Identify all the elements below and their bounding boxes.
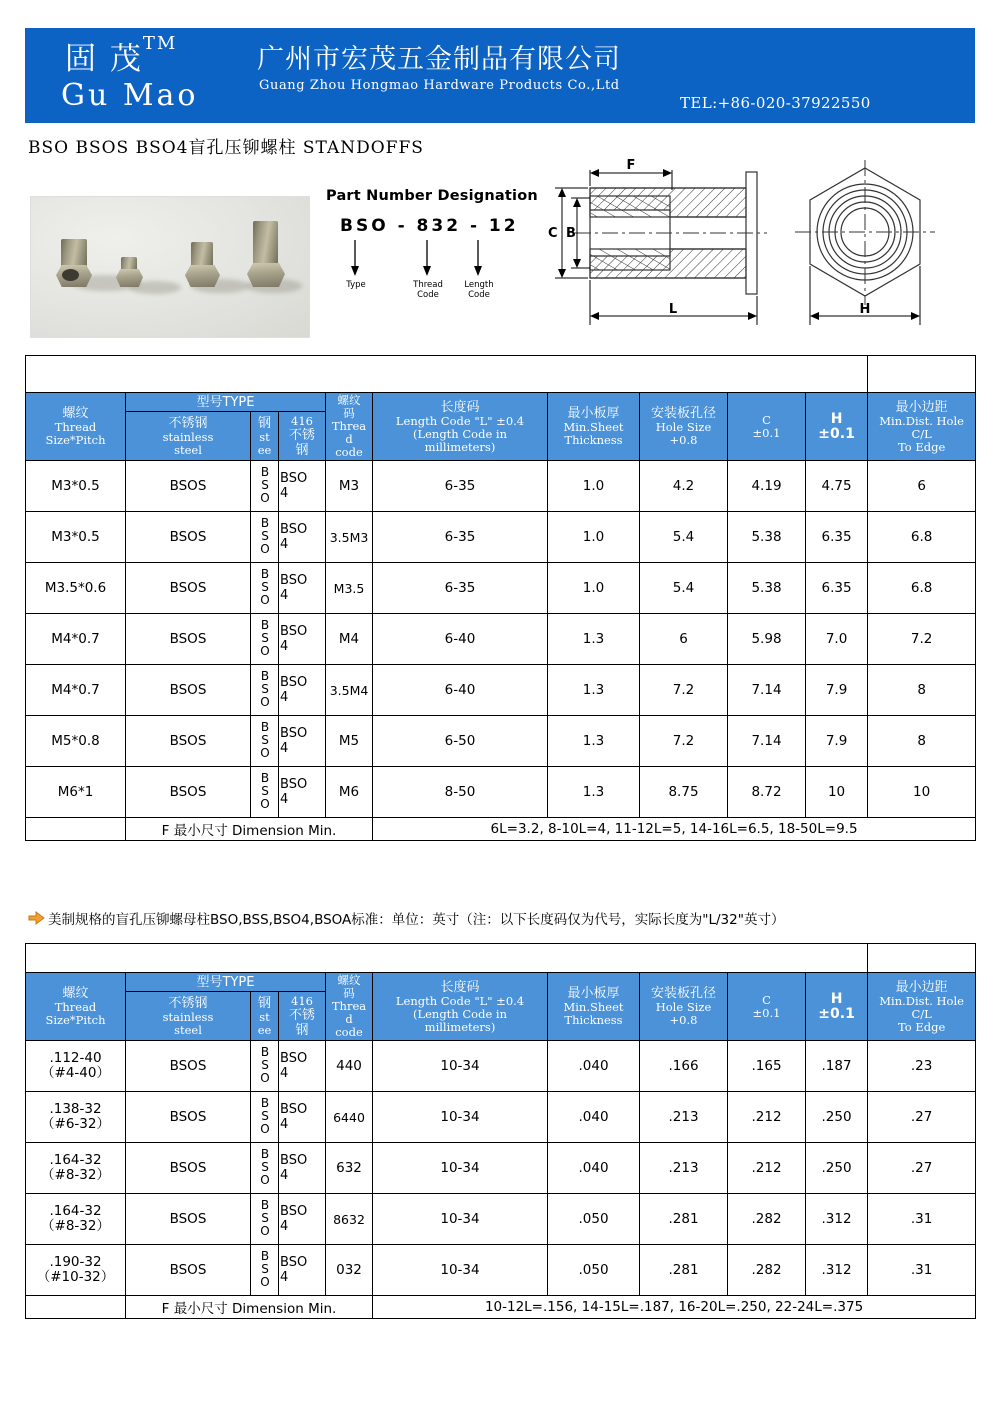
cell-steel-type: BSO [251,716,279,767]
cell-thread-size: M4*0.7 [26,614,126,665]
cell-hole-size: 5.4 [640,563,728,614]
cell-min-edge-distance: .23 [868,1041,976,1092]
company-name-english: Guang Zhou Hongmao Hardware Products Co.,Ltd [259,78,620,93]
header-min-edge-distance: 最小边距 Min.Dist. Hole C/L To Edge [868,393,976,461]
cell-dim-h: 7.0 [806,614,868,665]
header-dim-h: H ±0.1 [806,393,868,461]
cell-dim-c: 5.38 [728,512,806,563]
cell-thread-size: M6*1 [26,767,126,818]
cell-thread-size: M3*0.5 [26,512,126,563]
cell-hole-size: 8.75 [640,767,728,818]
cell-min-edge-distance: 8 [868,665,976,716]
dim-label-c: C [548,226,558,241]
header-carbon-steel: 钢 st ee [251,412,279,461]
cross-section-and-end-view [535,150,985,345]
cell-thread-code: M4 [326,614,373,665]
part-number-label-thread: Thread Code [413,280,443,300]
cell-stainless-type: BSOS [126,716,251,767]
footer-f-dimension-value-2: 10-12L=.156, 14-15L=.187, 16-20L=.250, 22-24L=.375 [373,1296,976,1319]
cell-thread-size: .112-40 （#4-40） [26,1041,126,1092]
cell-thread-size: M3.5*0.6 [26,563,126,614]
cell-min-sheet-thickness: .040 [548,1143,640,1194]
footer-spacer-2 [26,1296,126,1319]
cell-min-edge-distance: 8 [868,716,976,767]
cell-min-sheet-thickness: 1.0 [548,512,640,563]
cell-steel-type: BSO [251,563,279,614]
header-thread-code: 螺纹 码 Threa d code [326,393,373,461]
header-stainless-steel: 不锈钢 stainless steel [126,412,251,461]
header-416-stainless: 416 不锈 钢 [279,412,326,461]
cell-length-code: 10-34 [373,1194,548,1245]
cell-thread-code: M6 [326,767,373,818]
table-row [26,1245,976,1296]
page-title: BSO BSOS BSO4盲孔压铆螺柱 STANDOFFS [28,138,424,158]
cell-steel-type: BSO [251,1194,279,1245]
dim-label-l: L [668,302,678,317]
cell-thread-size: .138-32 （#6-32） [26,1092,126,1143]
company-telephone: TEL:+86-020-37922550 [680,94,871,112]
table-material-row [26,356,976,393]
cell-dim-c: .282 [728,1245,806,1296]
cell-416-type: BSO 4 [279,614,326,665]
cell-min-edge-distance: .27 [868,1143,976,1194]
cell-thread-size: M3*0.5 [26,461,126,512]
cell-thread-code: 3.5M4 [326,665,373,716]
cell-min-sheet-thickness: 1.3 [548,716,640,767]
cell-min-sheet-thickness: 1.0 [548,563,640,614]
cell-stainless-type: BSOS [126,512,251,563]
dim-label-h: H [859,302,871,317]
part-number-label-type: Type [346,280,366,290]
cell-stainless-type: BSOS [126,1194,251,1245]
table-row [26,461,976,512]
metric-table-body [26,461,976,818]
cell-416-type: BSO 4 [279,1092,326,1143]
cell-416-type: BSO 4 [279,563,326,614]
imperial-section-note: 美制规格的盲孔压铆螺母柱BSO,BSS,BSO4,BSOA标准：单位：英寸（注：以下长度码仅为代号，实际长度为"L/32"英寸） [48,912,785,928]
header-type-group-imp: 型号TYPE [126,973,326,992]
cell-stainless-type: BSOS [126,767,251,818]
brand-logo-english: Gu Mao [61,78,199,113]
cell-thread-code: 632 [326,1143,373,1194]
header-min-edge-distance-imp: 最小边距 Min.Dist. Hole C/L To Edge [868,973,976,1041]
cell-stainless-type: BSOS [126,1041,251,1092]
cell-dim-c: 4.19 [728,461,806,512]
header-dim-h-imp: H ±0.1 [806,973,868,1041]
cell-dim-h: .312 [806,1245,868,1296]
cell-thread-size: .164-32 （#8-32） [26,1194,126,1245]
cell-dim-c: 7.14 [728,665,806,716]
cell-thread-code: M3 [326,461,373,512]
cell-min-edge-distance: .31 [868,1245,976,1296]
cell-stainless-type: BSOS [126,1092,251,1143]
cell-min-edge-distance: 7.2 [868,614,976,665]
cell-dim-h: 7.9 [806,716,868,767]
cell-hole-size: 7.2 [640,716,728,767]
cell-steel-type: BSO [251,1041,279,1092]
cell-length-code: 10-34 [373,1041,548,1092]
cell-thread-size: .190-32 （#10-32） [26,1245,126,1296]
cell-min-sheet-thickness: 1.3 [548,665,640,716]
header-thread-size: 螺纹 Thread Size*Pitch [26,393,126,461]
cell-dim-c: .165 [728,1041,806,1092]
cell-416-type: BSO 4 [279,1245,326,1296]
material-note: 材质:304不锈钢、碳钢 Material: 304 stainless steel, steel（有表格外的其他规格和长度压铆螺柱） [26,356,868,393]
company-name-chinese: 广州市宏茂五金制品有限公司 [257,44,621,75]
cell-dim-c: .212 [728,1143,806,1194]
engineering-drawings [535,150,985,345]
footer-f-dimension-label: F 最小尺寸 Dimension Min. [126,818,373,841]
cell-hole-size: 6 [640,614,728,665]
cell-min-sheet-thickness: .040 [548,1041,640,1092]
cell-416-type: BSO 4 [279,767,326,818]
cell-stainless-type: BSOS [126,665,251,716]
cell-steel-type: BSO [251,665,279,716]
cell-dim-h: 10 [806,767,868,818]
cell-dim-h: 6.35 [806,512,868,563]
cell-min-sheet-thickness: 1.3 [548,614,640,665]
table-row [26,1194,976,1245]
header-dim-c: C ±0.1 [728,393,806,461]
cell-thread-code: 032 [326,1245,373,1296]
cell-thread-code: 6440 [326,1092,373,1143]
footer-f-dimension-label-2: F 最小尺寸 Dimension Min. [126,1296,373,1319]
header-length-code: 长度码 Length Code "L" ±0.4 (Length Code in millimeters) [373,393,548,461]
table-row [26,563,976,614]
cell-hole-size: .166 [640,1041,728,1092]
cell-stainless-type: BSOS [126,563,251,614]
table-row [26,1143,976,1194]
cell-dim-c: .282 [728,1194,806,1245]
cell-steel-type: BSO [251,767,279,818]
header-type-group: 型号TYPE [126,393,326,412]
brand-logo-chinese: 固 茂™ [65,33,178,77]
cell-hole-size: .213 [640,1143,728,1194]
cell-length-code: 6-40 [373,665,548,716]
cell-416-type: BSO 4 [279,1194,326,1245]
cell-length-code: 6-35 [373,563,548,614]
cell-416-type: BSO 4 [279,665,326,716]
company-header-banner [25,28,975,123]
bullet-arrow-icon [28,910,46,926]
cell-dim-c: 7.14 [728,716,806,767]
unit-label: 单位 (unit):mm [868,356,976,393]
cell-stainless-type: BSOS [126,461,251,512]
header-416-stainless-imp: 416 不锈 钢 [279,992,326,1041]
cell-dim-c: 5.38 [728,563,806,614]
cell-steel-type: BSO [251,1245,279,1296]
cell-stainless-type: BSOS [126,1143,251,1194]
cell-thread-code: M5 [326,716,373,767]
header-hole-size: 安装板孔径 Hole Size +0.8 [640,393,728,461]
cell-dim-h: .312 [806,1194,868,1245]
header-length-code-imp: 长度码 Length Code "L" ±0.4 (Length Code in millimeters) [373,973,548,1041]
cell-dim-h: 6.35 [806,563,868,614]
cell-dim-h: .187 [806,1041,868,1092]
material-note-imperial: 材质:304不锈钢、碳钢 Material: 304 stainless steel, steel（有表格外的其他规格和长度压铆螺钉） [26,944,868,973]
dim-label-f: F [626,158,636,173]
cell-length-code: 8-50 [373,767,548,818]
header-sheet-thickness-imp: 最小板厚 Min.Sheet Thickness [548,973,640,1041]
cell-hole-size: 5.4 [640,512,728,563]
cell-dim-h: 4.75 [806,461,868,512]
cell-thread-size: M4*0.7 [26,665,126,716]
cell-min-sheet-thickness: .050 [548,1194,640,1245]
table-row [26,767,976,818]
part-number-label-length: Length Code [464,280,494,300]
table-row [26,665,976,716]
header-thread-size-imp: 螺纹 Thread Size*Pitch [26,973,126,1041]
cell-hole-size: 7.2 [640,665,728,716]
cell-stainless-type: BSOS [126,614,251,665]
cell-dim-h: .250 [806,1092,868,1143]
part-number-designation [318,188,538,313]
cell-min-edge-distance: 6 [868,461,976,512]
table2-footer-row [26,1296,976,1319]
cell-min-sheet-thickness: .050 [548,1245,640,1296]
cell-thread-code: 440 [326,1041,373,1092]
cell-thread-code: 3.5M3 [326,512,373,563]
cell-length-code: 6-35 [373,512,548,563]
cell-min-edge-distance: 10 [868,767,976,818]
imperial-spec-table [25,943,976,1319]
header-stainless-steel-imp: 不锈钢 stainless steel [126,992,251,1041]
cell-length-code: 10-34 [373,1245,548,1296]
cell-length-code: 10-34 [373,1092,548,1143]
cell-416-type: BSO 4 [279,716,326,767]
cell-416-type: BSO 4 [279,461,326,512]
footer-spacer [26,818,126,841]
cell-thread-size: .164-32 （#8-32） [26,1143,126,1194]
table-header-row-1 [26,393,976,412]
imperial-table-body [26,1041,976,1296]
cell-length-code: 10-34 [373,1143,548,1194]
cell-length-code: 6-50 [373,716,548,767]
table-row [26,716,976,767]
cell-dim-h: 7.9 [806,665,868,716]
part-number-title: Part Number Designation [326,188,538,204]
cell-hole-size: 4.2 [640,461,728,512]
cell-416-type: BSO 4 [279,1041,326,1092]
cell-416-type: BSO 4 [279,512,326,563]
cell-thread-code: M3.5 [326,563,373,614]
cell-steel-type: BSO [251,512,279,563]
cell-hole-size: .281 [640,1194,728,1245]
cell-steel-type: BSO [251,461,279,512]
header-carbon-steel-imp: 钢 st ee [251,992,279,1041]
metric-spec-table [25,355,976,841]
table-row [26,1041,976,1092]
header-hole-size-imp: 安装板孔径 Hole Size +0.8 [640,973,728,1041]
table1-footer-row [26,818,976,841]
dim-label-b: B [566,226,576,241]
trademark-symbol: TM [142,33,178,54]
cell-dim-h: .250 [806,1143,868,1194]
cell-steel-type: BSO [251,1092,279,1143]
cell-stainless-type: BSOS [126,1245,251,1296]
cell-steel-type: BSO [251,1143,279,1194]
cell-min-sheet-thickness: 1.0 [548,461,640,512]
table-row [26,1092,976,1143]
header-thread-code-imp: 螺纹 码 Threa d code [326,973,373,1041]
cell-416-type: BSO 4 [279,1143,326,1194]
table2-header-row-1 [26,973,976,992]
cell-thread-code: 8632 [326,1194,373,1245]
cell-dim-c: .212 [728,1092,806,1143]
cell-min-edge-distance: 6.8 [868,512,976,563]
header-sheet-thickness: 最小板厚 Min.Sheet Thickness [548,393,640,461]
part-number-example: BSO - 832 - 12 [340,216,519,236]
cell-min-edge-distance: 6.8 [868,563,976,614]
header-dim-c-imp: C ±0.1 [728,973,806,1041]
table-row [26,614,976,665]
cell-thread-size: M5*0.8 [26,716,126,767]
footer-f-dimension-value: 6L=3.2, 8-10L=4, 11-12L=5, 14-16L=6.5, 18-50L=9.5 [373,818,976,841]
cell-hole-size: .213 [640,1092,728,1143]
cell-dim-c: 5.98 [728,614,806,665]
unit-label-imperial: UINT:inch [868,944,976,973]
cell-steel-type: BSO [251,614,279,665]
cell-dim-c: 8.72 [728,767,806,818]
cell-min-sheet-thickness: 1.3 [548,767,640,818]
cell-min-edge-distance: .27 [868,1092,976,1143]
table2-material-row [26,944,976,973]
cell-length-code: 6-35 [373,461,548,512]
cell-min-edge-distance: .31 [868,1194,976,1245]
cell-min-sheet-thickness: .040 [548,1092,640,1143]
table-row [26,512,976,563]
product-photo [30,196,310,338]
cell-length-code: 6-40 [373,614,548,665]
cell-hole-size: .281 [640,1245,728,1296]
